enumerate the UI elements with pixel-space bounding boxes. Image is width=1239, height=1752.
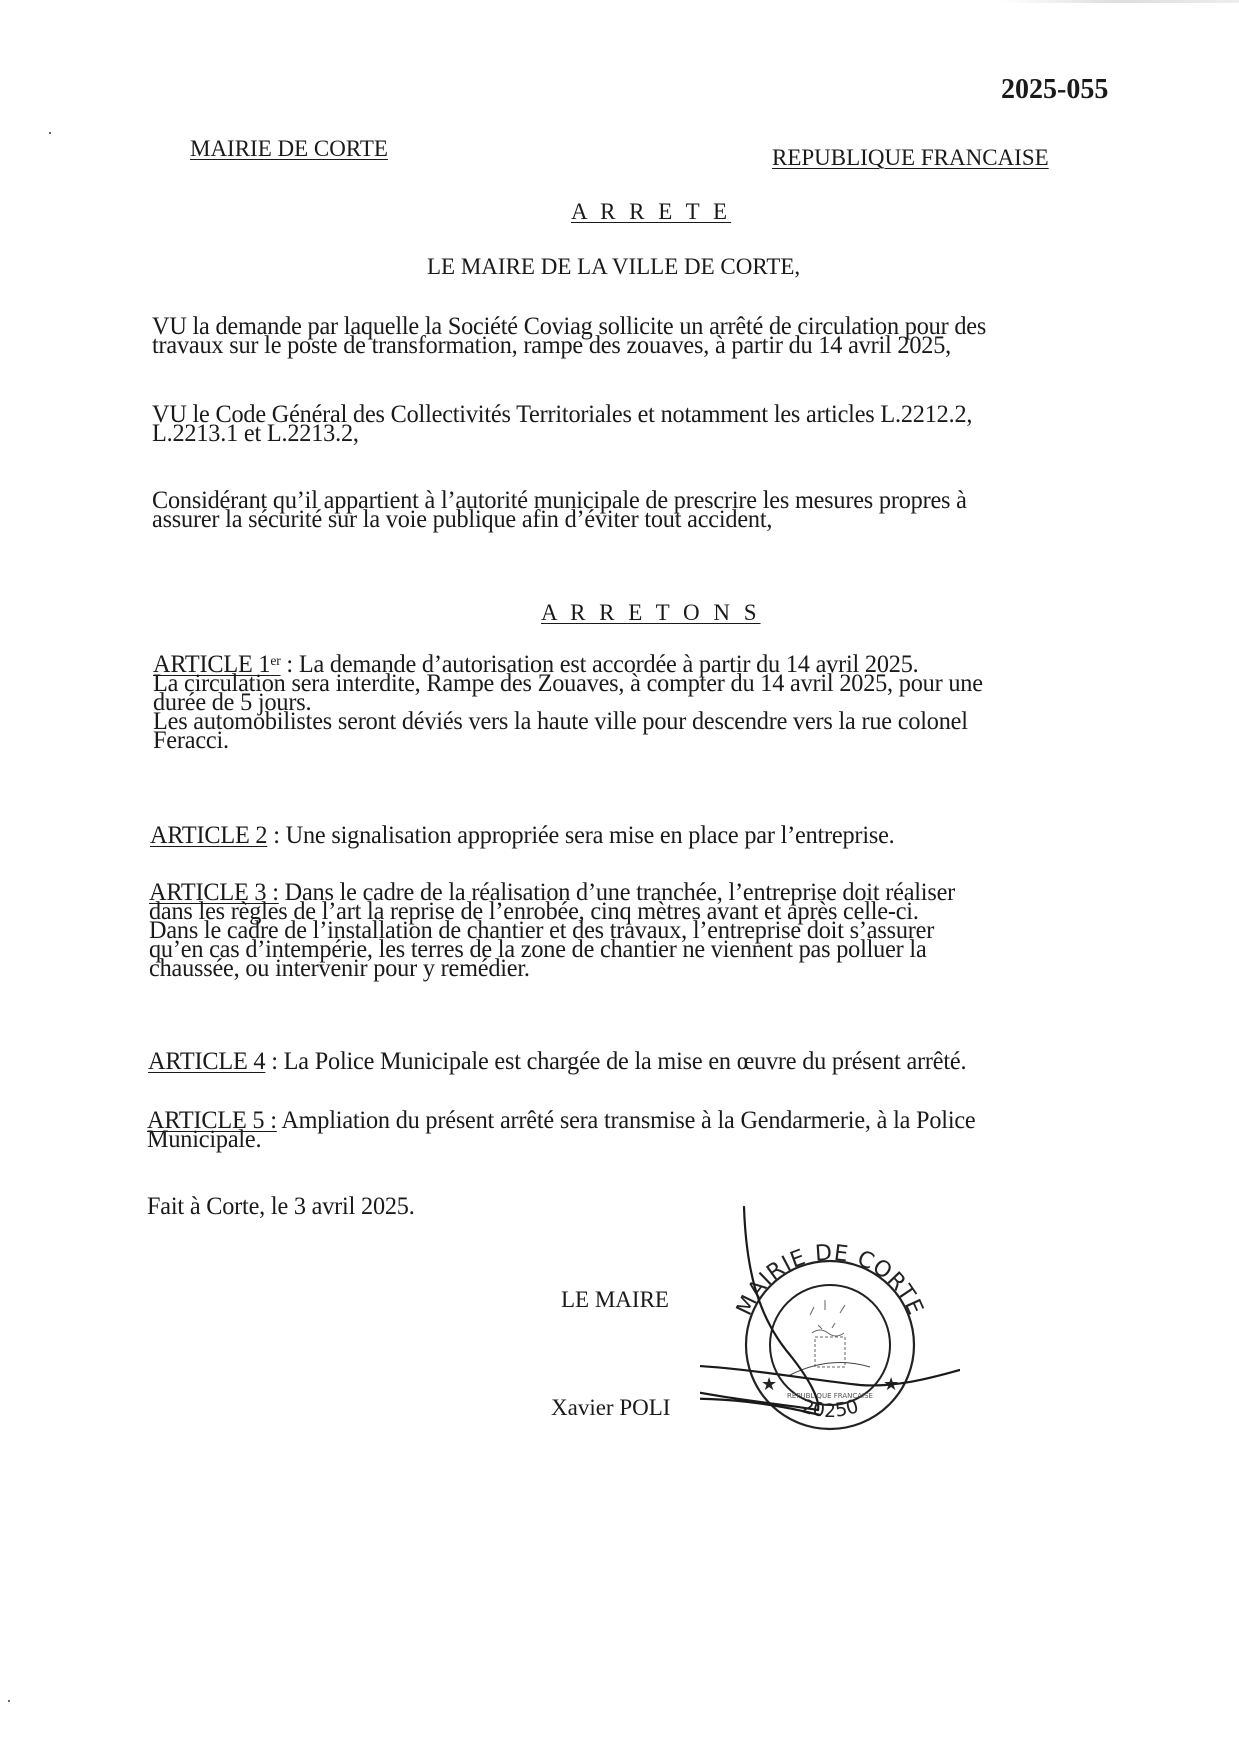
text-line: durée de 5 jours.	[153, 689, 312, 716]
article-separator: :	[267, 822, 286, 849]
article-3	[149, 879, 1080, 982]
authority-line: LE MAIRE DE LA VILLE DE CORTE,	[427, 254, 801, 279]
article-2	[150, 822, 1081, 849]
republic-heading: REPUBLIQUE FRANCAISE	[772, 145, 1049, 170]
seal-top-text: MAIRIE DE CORTE	[732, 1240, 928, 1320]
text-line: Les automobilistes seront déviés vers la haute ville pour descendre vers la rue colonel	[153, 708, 968, 735]
preamble-vu-code	[152, 401, 1083, 447]
text-line: Feracci.	[153, 727, 229, 754]
article-label: ARTICLE 4	[148, 1048, 266, 1075]
decision-heading: A R R E T O N S	[541, 600, 761, 625]
article-label: ARTICLE 5 :	[147, 1107, 277, 1134]
text-line: travaux sur le poste de transformation, rampe des zouaves, à partir du 14 avril 2025,	[152, 332, 952, 359]
seal-inner-text: REPUBLIQUE FRANCAISE	[787, 1392, 873, 1400]
text-line: La circulation sera interdite, Rampe des Zouaves, à compter du 14 avril 2025, pour une	[153, 670, 983, 697]
scan-speck	[8, 1700, 10, 1702]
text-line: qu’en cas d’intempérie, les terres de la zone de chantier ne viennent pas polluer la	[149, 936, 927, 963]
text-line	[150, 822, 1081, 849]
decree-number: 2025-055	[1001, 74, 1109, 105]
scan-speck	[49, 132, 51, 134]
article-text: Dans le cadre de la réalisation d’une tranchée, l’entreprise doit réaliser	[284, 879, 956, 906]
scan-edge	[1000, 0, 1239, 3]
signatory-title: LE MAIRE	[561, 1287, 669, 1312]
seal-inner-ring	[770, 1285, 890, 1405]
text-line: L.2213.1 et L.2213.2,	[152, 420, 359, 447]
text-line: chaussée, ou intervenir pour y remédier.	[149, 955, 530, 982]
seal-bottom-text: 20250	[798, 1395, 862, 1422]
article-1	[153, 651, 1084, 754]
article-separator: :	[280, 651, 299, 678]
text-line: VU la demande par laquelle la Société Coviag sollicite un arrêté de circulation pour des	[152, 313, 987, 340]
signatory-name: Xavier POLI	[551, 1395, 671, 1420]
text-line	[148, 1048, 1079, 1075]
text-line: VU le Code Général des Collectivités Territoriales et notamment les articles L.2212.2,	[152, 401, 973, 428]
text-line: Dans le cadre de l’installation de chantier et des travaux, l’entreprise doit s’assurer	[149, 917, 935, 944]
seal-star-icon: ★	[883, 1374, 900, 1395]
text-line: Fait à Corte, le 3 avril 2025.	[147, 1193, 415, 1220]
text-line: assurer la sécurité sur la voie publique afin d’éviter tout accident,	[152, 506, 773, 533]
seal-star-icon: ★	[761, 1374, 778, 1395]
document-title: A R R E T E	[571, 199, 732, 224]
article-number: ARTICLE 1	[153, 651, 271, 678]
official-seal	[700, 1205, 960, 1455]
text-line: Municipale.	[147, 1126, 262, 1153]
ordinal-suffix: er	[270, 654, 281, 669]
text-line: Considérant qu’il appartient à l’autorité municipale de prescrire les mesures propres à	[152, 487, 967, 514]
article-text: Une signalisation appropriée sera mise en place par l’entreprise.	[285, 822, 895, 849]
text-line	[147, 1107, 1078, 1134]
article-text: La demande d’autorisation est accordée à partir du 14 avril 2025.	[298, 651, 919, 678]
article-text: La Police Municipale est chargée de la mise en œuvre du présent arrêté.	[283, 1048, 967, 1075]
article-label: ARTICLE 2	[150, 822, 268, 849]
article-label: ARTICLE 3 :	[149, 879, 279, 906]
article-4	[148, 1048, 1079, 1075]
preamble-vu-request	[152, 313, 1083, 359]
text-line: dans les règles de l’art la reprise de l’enrobée, cinq mètres avant et après celle-ci.	[149, 898, 919, 925]
seal-emblem-icon	[790, 1300, 870, 1375]
article-separator: :	[265, 1048, 284, 1075]
preamble-considerant	[152, 487, 1083, 533]
article-5	[147, 1107, 1078, 1153]
article-text: Ampliation du présent arrêté sera transmise à la Gendarmerie, à la Police	[281, 1107, 976, 1134]
issuer-heading: MAIRIE DE CORTE	[190, 136, 388, 161]
